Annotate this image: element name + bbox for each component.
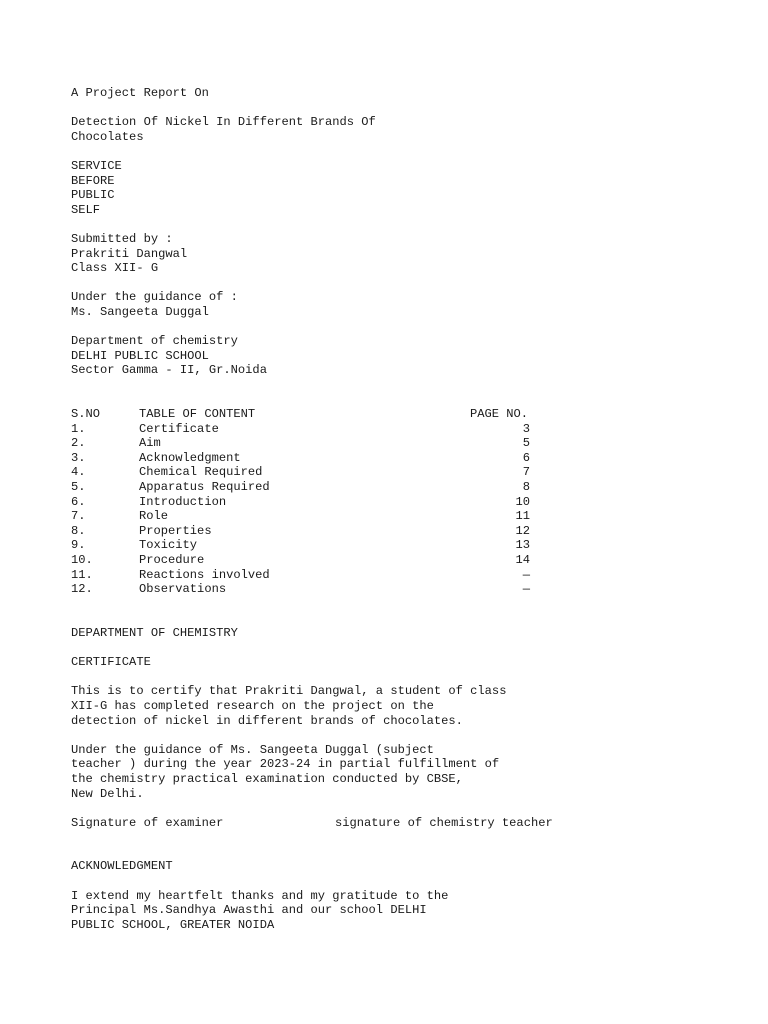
- certificate-paragraph-line: This is to certify that Prakriti Dangwal, a student of class: [71, 684, 507, 699]
- toc-row: [71, 568, 731, 583]
- toc-row: [71, 422, 731, 437]
- toc-row: [71, 553, 731, 568]
- toc-row: [71, 451, 731, 466]
- toc-sno: 1.: [71, 421, 86, 436]
- toc-title: Acknowledgment: [139, 450, 241, 465]
- toc-title: Chemical Required: [139, 465, 263, 480]
- toc-row: [71, 582, 731, 597]
- acknowledgment-paragraph-line: Principal Ms.Sandhya Awasthi and our school DELHI: [71, 903, 427, 918]
- toc-title: Role: [139, 509, 169, 524]
- toc-header-row: [71, 407, 731, 422]
- guidance-label: Under the guidance of :: [71, 290, 238, 305]
- toc-title: Certificate: [139, 421, 219, 436]
- toc-sno: 4.: [71, 465, 86, 480]
- toc-sno: 9.: [71, 538, 86, 553]
- toc-page: 7: [522, 465, 530, 480]
- project-title-line: Chocolates: [71, 129, 144, 144]
- toc-title: Reactions involved: [139, 567, 270, 582]
- toc-title: Observations: [139, 582, 227, 597]
- student-class: Class XII- G: [71, 261, 159, 276]
- school-name: DELHI PUBLIC SCHOOL: [71, 348, 209, 363]
- toc-page: —: [522, 582, 530, 597]
- acknowledgment-paragraph-line: PUBLIC SCHOOL, GREATER NOIDA: [71, 917, 275, 932]
- report-heading: A Project Report On: [71, 86, 209, 100]
- certificate-paragraph-line: New Delhi.: [71, 786, 144, 801]
- toc-title: Apparatus Required: [139, 480, 270, 495]
- toc-title: Properties: [139, 523, 212, 538]
- toc-title: Introduction: [139, 494, 227, 509]
- teacher-signature-label: signature of chemistry teacher: [335, 815, 553, 830]
- toc-page: 6: [522, 450, 530, 465]
- teacher-name: Ms. Sangeeta Duggal: [71, 304, 209, 319]
- project-title-line: Detection Of Nickel In Different Brands Of: [71, 115, 376, 130]
- toc-header-title: TABLE OF CONTENT: [139, 407, 256, 422]
- table-of-contents: [71, 407, 731, 597]
- toc-row: [71, 436, 731, 451]
- certificate-department-heading: DEPARTMENT OF CHEMISTRY: [71, 625, 238, 640]
- toc-row: [71, 465, 731, 480]
- toc-sno: 2.: [71, 436, 86, 451]
- certificate-paragraph-line: XII-G has completed research on the project on the: [71, 698, 434, 713]
- signature-row: [71, 816, 731, 831]
- toc-title: Procedure: [139, 553, 205, 567]
- certificate-paragraph-line: teacher ) during the year 2023-24 in partial fulfillment of: [71, 757, 500, 772]
- motto-line: PUBLIC: [71, 188, 115, 203]
- toc-sno: 7.: [71, 509, 86, 524]
- toc-sno: 6.: [71, 494, 86, 509]
- examiner-signature-label: Signature of examiner: [71, 815, 224, 830]
- certificate-heading: CERTIFICATE: [71, 655, 151, 670]
- toc-page: 12: [515, 523, 530, 538]
- toc-row: [71, 509, 731, 524]
- motto-line: SELF: [71, 202, 101, 217]
- toc-page: 10: [515, 494, 530, 509]
- acknowledgment-heading: ACKNOWLEDGMENT: [71, 859, 173, 874]
- toc-page: 5: [522, 436, 530, 451]
- document-page: [71, 86, 731, 932]
- toc-row: [71, 495, 731, 510]
- toc-sno: 10.: [71, 553, 93, 567]
- motto-line: BEFORE: [71, 173, 115, 188]
- toc-title: Aim: [139, 436, 161, 451]
- department-name: Department of chemistry: [71, 334, 238, 349]
- school-address: Sector Gamma - II, Gr.Noida: [71, 363, 267, 378]
- certificate-paragraph-line: detection of nickel in different brands of chocolates.: [71, 713, 463, 728]
- certificate-paragraph-line: the chemistry practical examination conducted by CBSE,: [71, 771, 463, 786]
- toc-sno: 5.: [71, 480, 86, 495]
- toc-sno: 11.: [71, 567, 93, 582]
- toc-sno: 8.: [71, 523, 86, 538]
- toc-row: [71, 480, 731, 495]
- submitted-label: Submitted by :: [71, 231, 173, 246]
- toc-row: [71, 524, 731, 539]
- toc-header-sno: S.NO: [71, 407, 101, 422]
- toc-title: Toxicity: [139, 538, 198, 553]
- toc-page: 8: [522, 480, 530, 495]
- toc-page: 14: [515, 553, 530, 567]
- toc-sno: 12.: [71, 582, 93, 597]
- acknowledgment-paragraph-line: I extend my heartfelt thanks and my gratitude to the: [71, 888, 449, 903]
- toc-page: —: [522, 567, 530, 582]
- certificate-paragraph-line: Under the guidance of Ms. Sangeeta Duggal (subject: [71, 742, 434, 757]
- toc-page: 3: [522, 421, 530, 436]
- toc-sno: 3.: [71, 450, 86, 465]
- toc-header-page: PAGE NO.: [470, 407, 529, 422]
- toc-row: [71, 538, 731, 553]
- toc-page: 11: [515, 509, 530, 524]
- student-name: Prakriti Dangwal: [71, 246, 188, 261]
- motto-line: SERVICE: [71, 158, 122, 173]
- toc-page: 13: [515, 538, 530, 553]
